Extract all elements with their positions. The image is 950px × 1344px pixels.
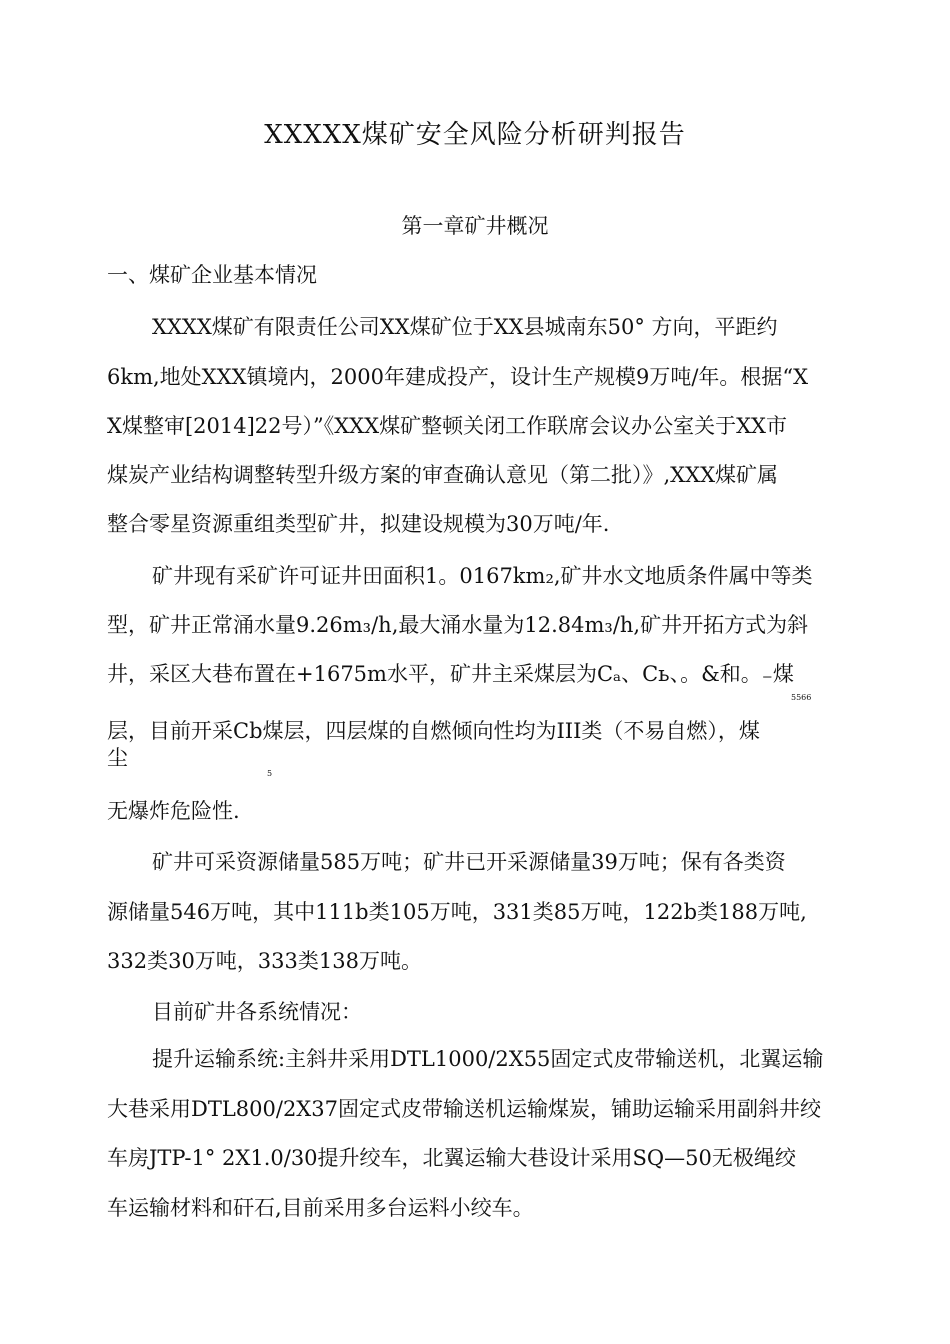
paragraph-line: X煤整审[2014]22号）”《XXX煤矿整顿关闭工作联席会议办公室关于XX市 [107,414,787,438]
paragraph-line: 井，采区大巷布置在+1675m水平，矿井主采煤层为Cₐ、Cь、。&和。₋煤 [107,662,794,686]
paragraph-line: 车房JTP-1° 2X1.0/30提升绞车，北翼运输大巷设计采用SQ—50无极绳绞 [107,1146,796,1170]
paragraph-line: 层，目前开采Cb煤层，四层煤的自燃倾向性均为III类（不易自燃），煤 [107,719,760,743]
paragraph-line: 型，矿井正常涌水量9.26m₃/h,最大涌水量为12.84m₃/h,矿井开拓方式为斜 [107,613,809,637]
paragraph-line: 源储量546万吨，其中111b类105万吨，331类85万吨，122b类188万吨, [107,900,807,924]
paragraph-line: 车运输材料和矸石,目前采用多台运料小绞车。 [107,1196,534,1220]
paragraph-line: 矿井现有采矿许可证井田面积1。0167km₂,矿井水文地质条件属中等类 [152,564,813,588]
paragraph-line: 无爆炸危险性. [107,799,240,823]
paragraph-line: 尘 [107,746,128,770]
paragraph-line: 煤炭产业结构调整转型升级方案的审查确认意见（第二批）》,XXX煤矿属 [107,463,779,487]
section-heading: 一、煤矿企业基本情况 [107,263,317,287]
paragraph-line: 提升运输系统:主斜井采用DTL1000/2X55固定式皮带输送机，北翼运输 [152,1047,824,1071]
paragraph-line: 目前矿井各系统情况： [152,1000,362,1024]
paragraph-line: 大巷采用DTL800/2X37固定式皮带输送机运输煤炭，铺助运输采用副斜井绞 [107,1097,821,1121]
subscript-note: 5566 [791,693,812,702]
subscript-note: 5 [267,769,273,778]
paragraph-line: XXXX煤矿有限责任公司XX煤矿位于XX县城南东50° 方向，平距约 [152,315,778,339]
paragraph-line: 6km,地处XXX镇境内，2000年建成投产，设计生产规模9万吨/年。根据“X [107,365,809,389]
paragraph-line: 332类30万吨，333类138万吨。 [107,949,422,973]
chapter-title: 第一章矿井概况 [401,214,549,238]
paragraph-line: 整合零星资源重组类型矿井，拟建设规模为30万吨/年. [107,512,610,536]
paragraph-line: 矿井可采资源储量585万吨；矿井已开采源储量39万吨；保有各类资 [152,850,786,874]
report-title: XXXXX煤矿安全风险分析研判报告 [264,120,686,150]
